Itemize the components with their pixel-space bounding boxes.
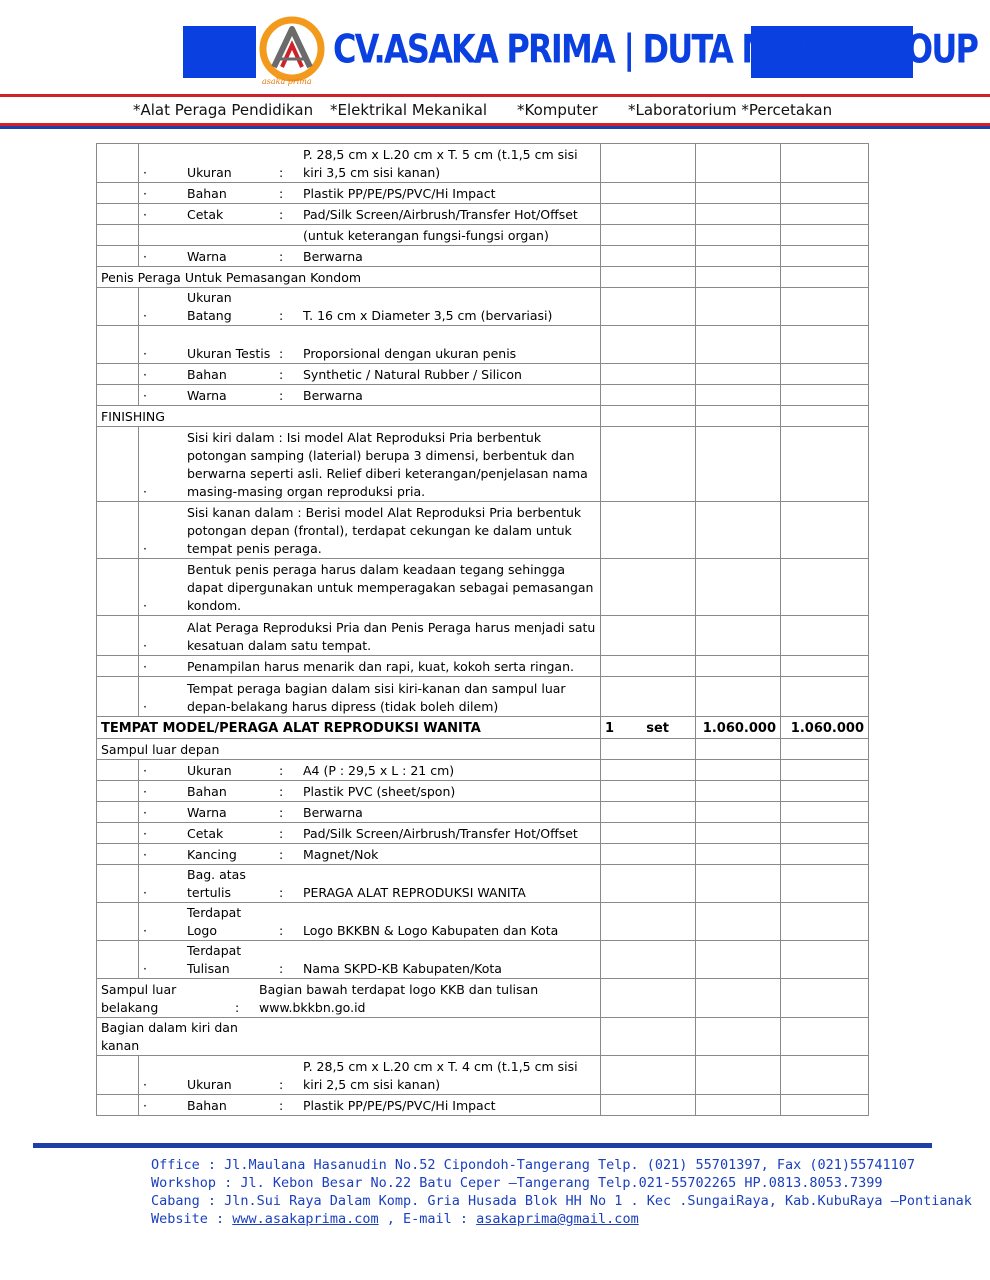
table-row: · Bag. atas tertulis : PERAGA ALAT REPRODUKSI WANITA	[97, 865, 869, 903]
table-row: · Cetak : Pad/Silk Screen/Airbrush/Transfer Hot/Offset	[97, 823, 869, 844]
spec-label: Bahan	[187, 1098, 227, 1113]
spec-label: Ukuran Batang	[187, 290, 232, 323]
table-row: Sampul luar belakang : Bagian bawah terdapat logo KKB dan tulisan www.bkkbn.go.id	[97, 979, 869, 1018]
footer-contact	[151, 1156, 972, 1228]
website-link[interactable]: www.asakaprima.com	[232, 1211, 379, 1227]
section-heading: Sampul luar depan	[97, 739, 601, 760]
spec-label: Warna	[187, 388, 227, 403]
table-row	[97, 1018, 869, 1056]
table-row: · Cetak : Pad/Silk Screen/Airbrush/Transfer Hot/Offset	[97, 204, 869, 225]
spec-label: Terdapat Tulisan	[187, 943, 242, 976]
spec-label: Kancing	[187, 847, 237, 862]
table-row: · Bentuk penis peraga harus dalam keadaan tegang sehingga dapat dipergunakan untuk memperagakan sebagai pemasangan kondom.	[97, 559, 869, 616]
spec-value: Pad/Silk Screen/Airbrush/Transfer Hot/Offset	[303, 826, 578, 841]
item-unit-price: 1.060.000	[696, 717, 781, 739]
spec-value: Pad/Silk Screen/Airbrush/Transfer Hot/Offset	[303, 207, 578, 222]
table-row: · Warna : Berwarna	[97, 802, 869, 823]
spec-table	[96, 143, 869, 1116]
table-row: · Bahan : Plastik PVC (sheet/spon)	[97, 781, 869, 802]
spec-label: Bag. atas tertulis	[187, 867, 246, 900]
spec-label: Bagian dalam kiri dan kanan	[101, 1020, 238, 1053]
spec-value: P. 28,5 cm x L.20 cm x T. 5 cm (t.1,5 cm sisi kiri 3,5 cm sisi kanan)	[303, 147, 578, 180]
header-blue-rule	[0, 126, 990, 129]
spec-label: Bahan	[187, 784, 227, 799]
spec-label: Sampul luar belakang	[101, 982, 177, 1015]
item-unit: set	[646, 721, 669, 736]
table-row: · Terdapat Logo : Logo BKKBN & Logo Kabupaten dan Kota	[97, 903, 869, 941]
spec-label: Ukuran	[187, 1077, 232, 1092]
table-row: · Sisi kiri dalam : Isi model Alat Reproduksi Pria berbentuk potongan samping (laterial) berupa 3 dimensi, berbentuk dan berwarna seperti asli. Relief diberi keterangan/penjelasan nama masing-masing organ reproduksi pria.	[97, 427, 869, 502]
spec-value: T. 16 cm x Diameter 3,5 cm (bervariasi)	[303, 308, 553, 323]
item-total-price: 1.060.000	[781, 717, 869, 739]
section-heading: FINISHING	[97, 406, 601, 427]
footer-rule	[33, 1143, 932, 1148]
footer-branch: Cabang : Jln.Sui Raya Dalam Komp. Gria Husada Blok HH No 1 . Kec .SungaiRaya, Kab.KubuRaya –Pontianak	[151, 1193, 972, 1209]
footer-workshop: Workshop : Jl. Kebon Besar No.22 Batu Ceper –Tangerang Telp.021-55702265 HP.0813.8053.7399	[151, 1175, 883, 1191]
spec-value: Bagian bawah terdapat logo KKB dan tulisan www.bkkbn.go.id	[259, 982, 539, 1015]
finishing-text: Bentuk penis peraga harus dalam keadaan tegang sehingga dapat dipergunakan untuk memperagakan sebagai pemasangan kondom.	[187, 562, 594, 613]
section-heading: Penis Peraga Untuk Pemasangan Kondom	[97, 267, 601, 288]
spec-label: Cetak	[187, 826, 224, 841]
footer-office: Office : Jl.Maulana Hasanudin No.52 Cipondoh-Tangerang Telp. (021) 55701397, Fax (021)55741107	[151, 1157, 916, 1173]
logo-caption: asaka prima	[262, 77, 312, 86]
spec-label: Ukuran	[187, 763, 232, 778]
table-row: · Bahan : Synthetic / Natural Rubber / Silicon	[97, 364, 869, 385]
table-row: · Penampilan harus menarik dan rapi, kuat, kokoh serta ringan.	[97, 656, 869, 677]
category-item: *Laboratorium *Percetakan	[628, 101, 833, 119]
finishing-text: Sisi kiri dalam : Isi model Alat Reproduksi Pria berbentuk potongan samping (laterial) berupa 3 dimensi, berbentuk dan berwarna seperti asli. Relief diberi keterangan/penjelasan nama masing-masing organ reproduksi pria.	[187, 430, 588, 499]
table-row: · Ukuran Batang : T. 16 cm x Diameter 3,5 cm (bervariasi)	[97, 288, 869, 326]
category-item: *Alat Peraga Pendidikan	[133, 101, 314, 119]
finishing-text: Sisi kanan dalam : Berisi model Alat Reproduksi Pria berbentuk potongan depan (frontal), terdapat cekungan ke dalam untuk tempat penis peraga.	[187, 505, 582, 556]
table-row	[97, 406, 869, 427]
finishing-text: Tempat peraga bagian dalam sisi kiri-kanan dan sampul luar depan-belakang harus dipress (tidak boleh dilem)	[187, 681, 566, 714]
table-row: · Terdapat Tulisan : Nama SKPD-KB Kabupaten/Kota	[97, 941, 869, 979]
spec-value: Berwarna	[303, 805, 363, 820]
spec-label: Ukuran	[187, 165, 232, 180]
table-row: · Ukuran : P. 28,5 cm x L.20 cm x T. 4 cm (t.1,5 cm sisi kiri 2,5 cm sisi kanan)	[97, 1056, 869, 1095]
spec-value: Synthetic / Natural Rubber / Silicon	[303, 367, 522, 382]
category-item: *Elektrikal Mekanikal	[330, 101, 488, 119]
header-blue-block-left	[183, 26, 256, 78]
spec-label: Bahan	[187, 186, 227, 201]
finishing-text: Alat Peraga Reproduksi Pria dan Penis Peraga harus menjadi satu kesatuan dalam satu tempat.	[187, 620, 596, 653]
spec-label: Terdapat Logo	[187, 905, 242, 938]
table-row: · Bahan : Plastik PP/PE/PS/PVC/Hi Impact	[97, 1095, 869, 1116]
spec-value: (untuk keterangan fungsi-fungsi organ)	[303, 228, 549, 243]
spec-value: PERAGA ALAT REPRODUKSI WANITA	[303, 885, 526, 900]
table-row: · Tempat peraga bagian dalam sisi kiri-kanan dan sampul luar depan-belakang harus dipress (tidak boleh dilem)	[97, 677, 869, 717]
category-item: *Komputer	[517, 101, 598, 119]
table-row	[97, 225, 869, 246]
table-row: · Warna : Berwarna	[97, 246, 869, 267]
table-row: · Bahan : Plastik PP/PE/PS/PVC/Hi Impact	[97, 183, 869, 204]
table-row: · Kancing : Magnet/Nok	[97, 844, 869, 865]
spec-value: Plastik PP/PE/PS/PVC/Hi Impact	[303, 1098, 496, 1113]
spec-value: Logo BKKBN & Logo Kabupaten dan Kota	[303, 923, 559, 938]
table-row	[97, 267, 869, 288]
table-row	[97, 739, 869, 760]
footer-web-line: Website : www.asakaprima.com , E-mail : asakaprima@gmail.com	[151, 1211, 639, 1227]
spec-value: A4 (P : 29,5 x L : 21 cm)	[303, 763, 455, 778]
email-link[interactable]: asakaprima@gmail.com	[476, 1211, 639, 1227]
finishing-text: Penampilan harus menarik dan rapi, kuat, kokoh serta ringan.	[187, 659, 574, 674]
spec-value: Plastik PVC (sheet/spon)	[303, 784, 456, 799]
item-title: TEMPAT MODEL/PERAGA ALAT REPRODUKSI WANITA	[97, 717, 601, 739]
spec-label: Warna	[187, 249, 227, 264]
header-red-rule	[0, 94, 990, 97]
spec-value: Berwarna	[303, 388, 363, 403]
spec-label: Ukuran Testis	[187, 346, 271, 361]
table-row: · Sisi kanan dalam : Berisi model Alat Reproduksi Pria berbentuk potongan depan (frontal), terdapat cekungan ke dalam untuk tempat penis peraga.	[97, 502, 869, 559]
spec-value: Magnet/Nok	[303, 847, 379, 862]
table-row: · Ukuran : A4 (P : 29,5 x L : 21 cm)	[97, 760, 869, 781]
table-row: · Warna : Berwarna	[97, 385, 869, 406]
table-row: · Alat Peraga Reproduksi Pria dan Penis Peraga harus menjadi satu kesatuan dalam satu tempat.	[97, 616, 869, 656]
table-row-item-header	[97, 717, 869, 739]
item-quantity: 1	[605, 721, 615, 736]
company-logo-icon	[258, 15, 326, 85]
spec-value: Proporsional dengan ukuran penis	[303, 346, 517, 361]
spec-label: Bahan	[187, 367, 227, 382]
table-row: · Ukuran : P. 28,5 cm x L.20 cm x T. 5 cm (t.1,5 cm sisi kiri 3,5 cm sisi kanan)	[97, 144, 869, 183]
table-row: · Ukuran Testis : Proporsional dengan ukuran penis	[97, 326, 869, 364]
spec-value: Berwarna	[303, 249, 363, 264]
spec-value: Nama SKPD-KB Kabupaten/Kota	[303, 961, 502, 976]
spec-label: Cetak	[187, 207, 224, 222]
spec-label: Warna	[187, 805, 227, 820]
company-name: CV.ASAKA PRIMA | DUTA MEDIA GROUP	[333, 26, 978, 73]
spec-value: P. 28,5 cm x L.20 cm x T. 4 cm (t.1,5 cm sisi kiri 2,5 cm sisi kanan)	[303, 1059, 578, 1092]
spec-value: Plastik PP/PE/PS/PVC/Hi Impact	[303, 186, 496, 201]
